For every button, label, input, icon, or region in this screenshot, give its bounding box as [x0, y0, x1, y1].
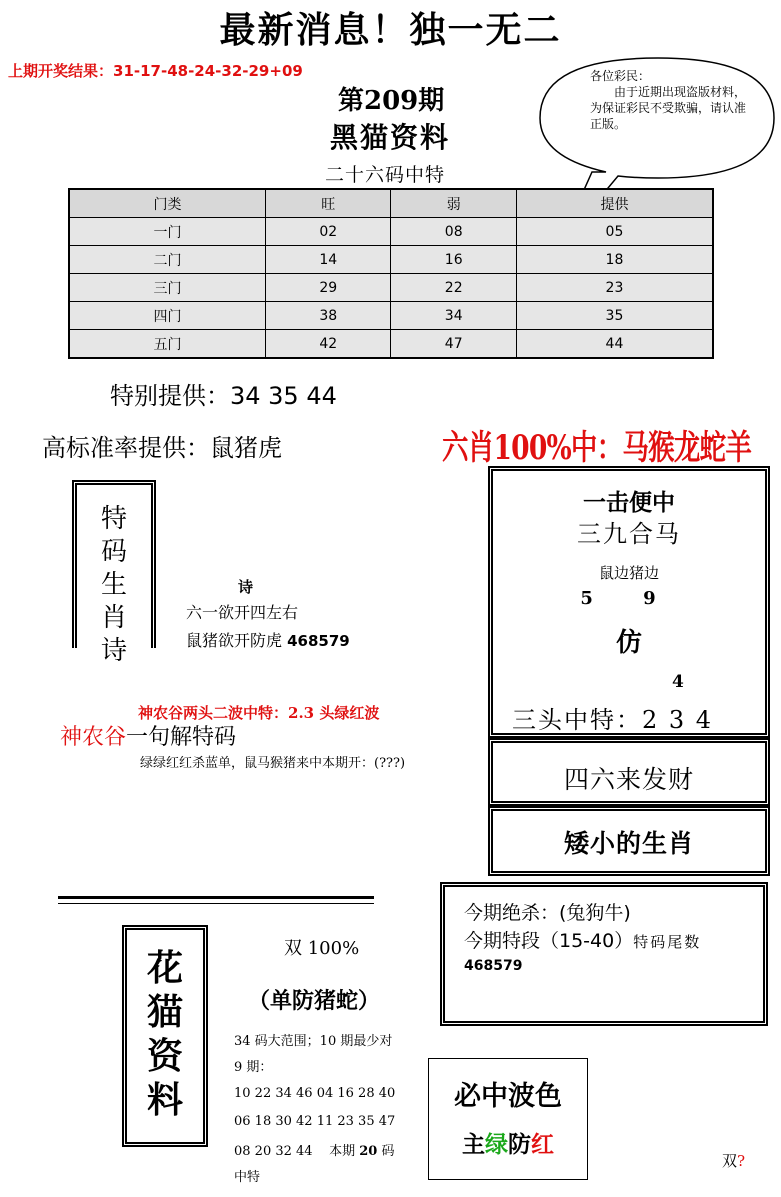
single-guard: （单防猪蛇）: [248, 988, 381, 1014]
poem-title-char: 生: [100, 570, 127, 600]
table-cell: 44: [516, 330, 713, 359]
poem-title-char: 码: [100, 537, 127, 567]
table-cell: 16: [391, 246, 516, 274]
three-head-special: 三头中特：2 3 4: [512, 706, 714, 734]
document-title: 黑猫资料: [330, 121, 451, 154]
poem-title-char: 诗: [100, 636, 127, 666]
range-line-5: [234, 1140, 394, 1159]
range-line-6: 中特: [234, 1170, 261, 1185]
hua-title-box: [122, 925, 208, 1147]
last-draw-result: 上期开奖结果：31-17-48-24-32-29+09: [8, 62, 303, 80]
shennong-two-wave: 神农谷两头二波中特：2.3 头绿红波: [138, 704, 380, 722]
table-cell: 08: [391, 218, 516, 246]
table-row: [69, 302, 713, 330]
special-offer: 特别提供：34 35 44: [110, 382, 337, 410]
three-nine-text: 三九合马: [577, 520, 681, 548]
table-cell: 18: [516, 246, 713, 274]
table-cell: 02: [266, 218, 391, 246]
range-line-1: 34 码大范围；10 期最少对: [234, 1034, 393, 1049]
table-row: [69, 274, 713, 302]
table-cell: 二门: [69, 246, 266, 274]
double-percent: 双 100%: [284, 938, 360, 959]
hua-title-char: 猫: [146, 991, 183, 1033]
tail-numbers: 468579: [464, 958, 523, 974]
range-line-5-count: 20: [359, 1144, 378, 1159]
table-cell: 42: [266, 330, 391, 359]
main-title: 最新消息！独一无二: [219, 9, 562, 51]
subtitle: 二十六码中特: [325, 164, 446, 186]
wave-green: 绿: [485, 1131, 508, 1158]
code-table: [68, 188, 714, 359]
tail-number-label: 特码尾数: [633, 933, 702, 951]
four-six-text: 四六来发财: [563, 765, 694, 794]
wave-color-title: 必中波色: [454, 1081, 562, 1112]
table-header: 门类: [69, 189, 266, 218]
section-divider: [58, 896, 374, 904]
fang-character: 仿: [615, 628, 642, 658]
table-cell: 22: [391, 274, 516, 302]
poem-line-2: [186, 628, 350, 651]
table-row: [69, 218, 713, 246]
table-cell: 一门: [69, 218, 266, 246]
short-zodiac-text: 矮小的生肖: [563, 829, 694, 858]
hua-title-char: 资: [146, 1035, 183, 1077]
notice-greeting: 各位彩民：: [590, 69, 651, 83]
poem-title-box: [72, 480, 156, 666]
issue-number: 第209期: [338, 86, 445, 116]
table-cell: 三门: [69, 274, 266, 302]
table-cell: 47: [391, 330, 516, 359]
wave-guard: 防: [508, 1131, 531, 1158]
table-cell: 34: [391, 302, 516, 330]
table-cell: 四门: [69, 302, 266, 330]
table-cell: 29: [266, 274, 391, 302]
wave-main: 主: [462, 1131, 485, 1158]
shennong-description: 绿绿红红杀蓝单，鼠马猴猪来中本期开：(???): [140, 756, 406, 771]
poem-heading: 诗: [238, 578, 254, 596]
table-header: 旺: [266, 189, 391, 218]
hua-vertical-title: [127, 946, 203, 1122]
shennong-title: [60, 720, 236, 751]
one-hit-title: 一击便中: [583, 489, 675, 516]
table-cell: 14: [266, 246, 391, 274]
hua-title-char: 花: [146, 947, 183, 989]
range-line-3: 10 22 34 46 04 16 28 40: [234, 1086, 396, 1101]
table-header-row: [69, 189, 713, 218]
range-line-5-unit: 码: [377, 1144, 395, 1159]
table-row: [69, 330, 713, 359]
poem-vertical-title: [77, 503, 151, 668]
table-cell: 23: [516, 274, 713, 302]
range-line-2: 9 期：: [234, 1060, 273, 1075]
notice-body: 由于近期出现盗版材料，为保证彩民不受欺骗，请认准正版。: [590, 85, 747, 131]
double-text: 双: [722, 1152, 738, 1170]
table-cell: 五门: [69, 330, 266, 359]
poem-line-2-number: 468579: [287, 632, 350, 650]
poem-title-char: 特: [100, 504, 127, 534]
six-zodiac-banner: 六肖100%中：马猴龙蛇羊: [442, 428, 752, 468]
poem-line-2-text: 鼠猪欲开防虎: [186, 631, 288, 650]
shennong-title-red: 神农谷: [60, 725, 127, 750]
double-question: [722, 1150, 745, 1171]
table-header: 提供: [516, 189, 713, 218]
question-mark: ?: [737, 1152, 746, 1170]
special-range-line: [464, 926, 701, 953]
hua-title-char: 料: [146, 1079, 183, 1121]
poem-line-1: 六一欲开四左右: [186, 603, 299, 622]
rat-pig-text: 鼠边猪边: [598, 564, 659, 582]
numbers-five-nine: 5 9: [580, 588, 678, 609]
special-range: 今期特段（15-40）: [464, 930, 634, 952]
table-cell: 38: [266, 302, 391, 330]
kill-line: 今期绝杀：(兔狗牛): [464, 902, 631, 924]
high-rate-offer: 高标准率提供：鼠猪虎: [42, 434, 282, 462]
wave-red: 红: [531, 1131, 554, 1158]
poem-title-char: 肖: [100, 603, 127, 633]
table-header: 弱: [391, 189, 516, 218]
range-line-4: 06 18 30 42 11 23 35 47: [234, 1114, 396, 1129]
wave-color-sub: [428, 1126, 588, 1159]
number-four: 4: [672, 672, 684, 692]
range-line-5-numbers: 08 20 32 44 本期: [234, 1144, 360, 1159]
table-row: [69, 246, 713, 274]
table-cell: 05: [516, 218, 713, 246]
anti-piracy-notice: [590, 68, 750, 132]
shennong-title-rest: 一句解特码: [126, 725, 237, 750]
table-cell: 35: [516, 302, 713, 330]
